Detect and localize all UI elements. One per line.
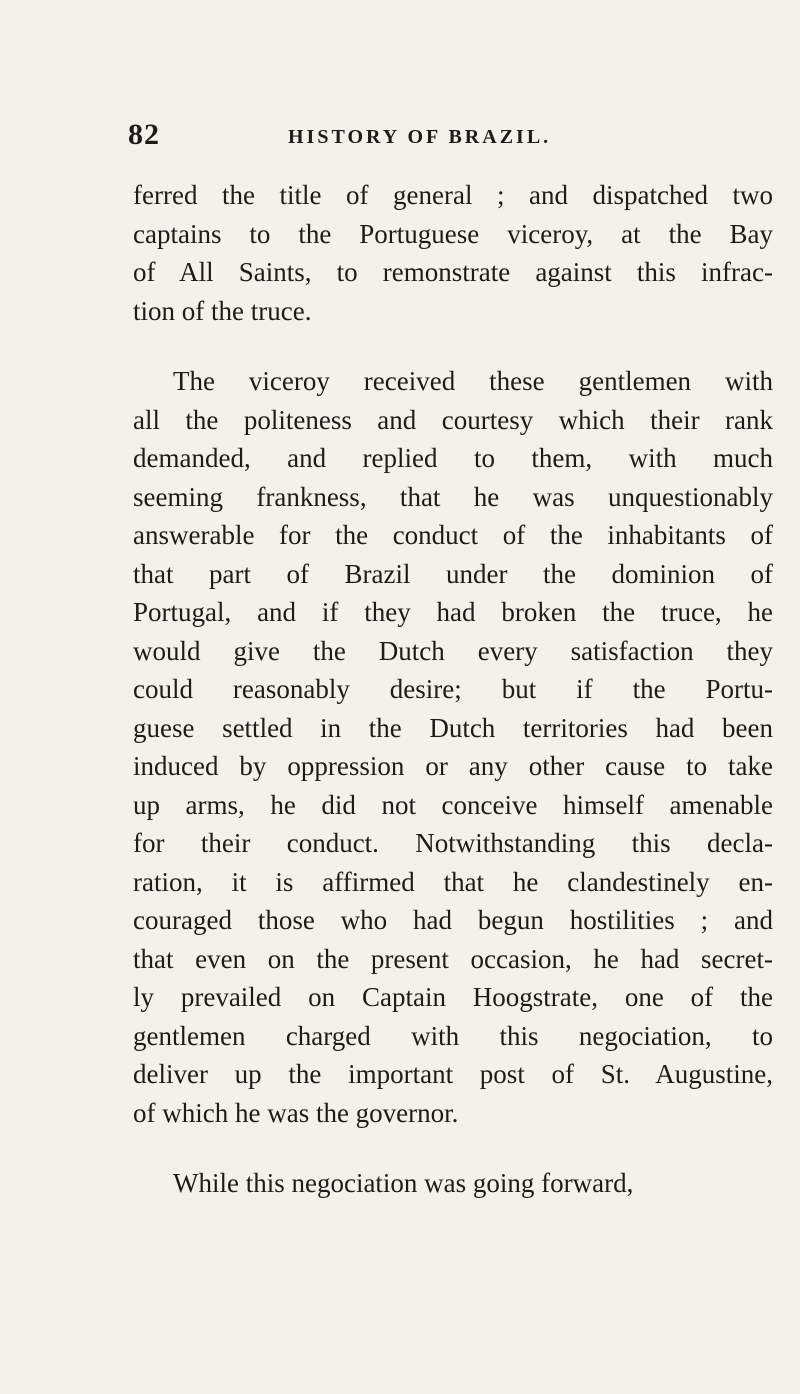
text-line: would give the Dutch every satisfaction they xyxy=(133,635,773,666)
paragraph-gap xyxy=(133,330,773,362)
page-header xyxy=(128,118,688,158)
text-line: could reasonably desire; but if the Portu- xyxy=(133,674,773,704)
text-line: up arms, he did not conceive himself amenable xyxy=(133,789,773,820)
text-line: all the politeness and courtesy which their rank xyxy=(133,404,773,435)
paragraph-gap xyxy=(133,1132,773,1164)
paragraph-3 xyxy=(133,1164,773,1203)
text-line: that even on the present occasion, he had secret- xyxy=(133,943,773,974)
text-line: tion of the truce. xyxy=(133,295,312,326)
text-line: induced by oppression or any other cause to take xyxy=(133,751,773,781)
text-line: answerable for the conduct of the inhabitants of xyxy=(133,520,773,550)
text-line: seeming frankness, that he was unquestionably xyxy=(133,481,773,512)
paragraph-2 xyxy=(133,362,773,1132)
text-line: ly prevailed on Captain Hoogstrate, one of the xyxy=(133,982,773,1012)
text-line: Portugal, and if they had broken the truce, he xyxy=(133,597,773,627)
page-number: 82 xyxy=(128,118,160,151)
running-head: HISTORY OF BRAZIL. xyxy=(288,126,552,148)
text-line: couraged those who had begun hostilities ; and xyxy=(133,905,773,935)
text-line: ration, it is affirmed that he clandestinely en- xyxy=(133,866,773,897)
text-line: While this negociation was going forward, xyxy=(173,1168,634,1198)
text-line: that part of Brazil under the dominion of xyxy=(133,558,773,589)
paragraph-1 xyxy=(133,176,773,330)
text-line: demanded, and replied to them, with much xyxy=(133,443,773,473)
text-line: captains to the Portuguese viceroy, at the Bay xyxy=(133,218,773,249)
text-line: of All Saints, to remonstrate against this infrac- xyxy=(133,257,773,287)
text-line: of which he was the governor. xyxy=(133,1097,459,1128)
text-line: guese settled in the Dutch territories had been xyxy=(133,712,773,743)
text-line: deliver up the important post of St. Augustine, xyxy=(133,1059,773,1089)
text-line: The viceroy received these gentlemen with xyxy=(173,366,773,396)
text-line: gentlemen charged with this negociation, to xyxy=(133,1020,773,1051)
text-line: for their conduct. Notwithstanding this decla- xyxy=(133,828,773,858)
body-text xyxy=(133,176,773,1203)
text-line: ferred the title of general ; and dispatched two xyxy=(133,180,773,210)
